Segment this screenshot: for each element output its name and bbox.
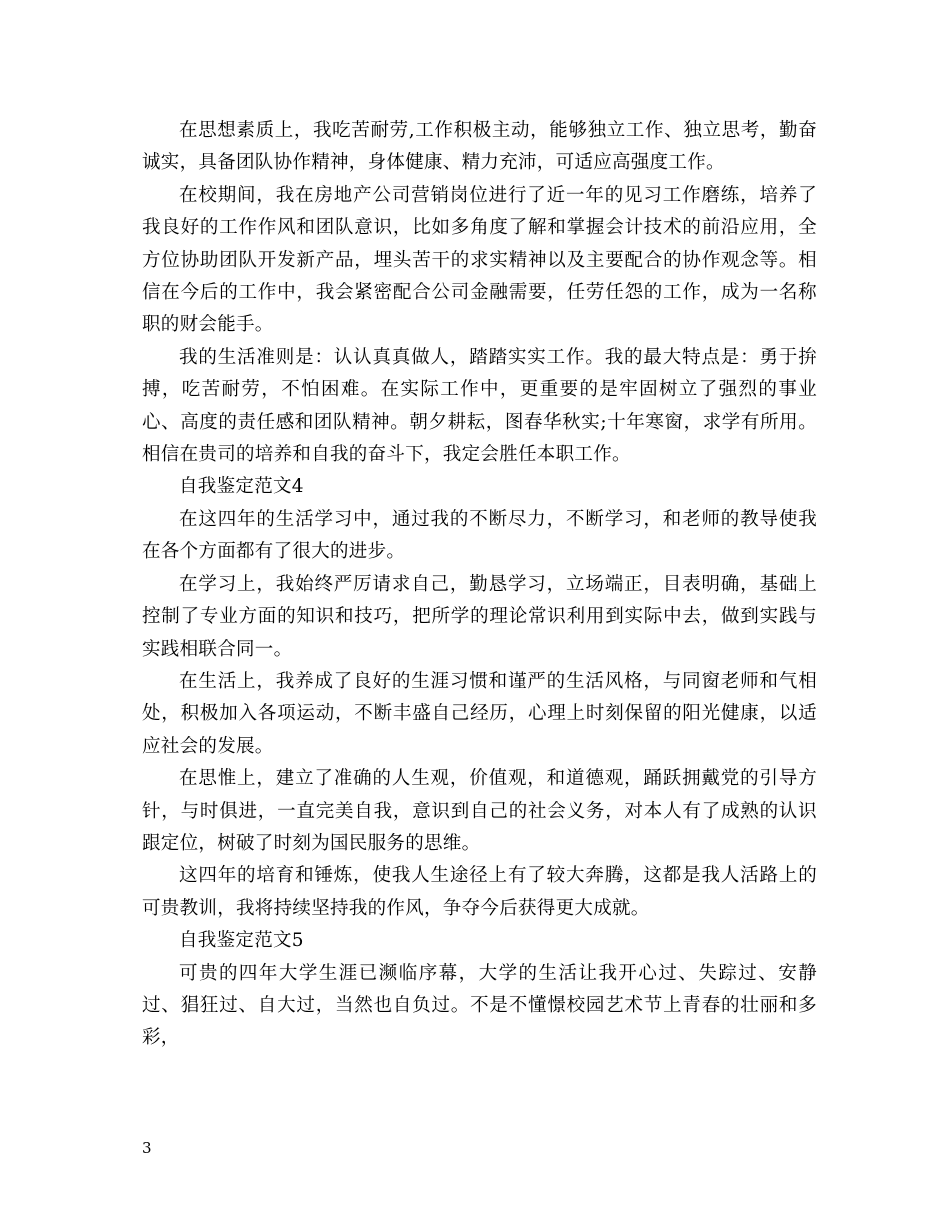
paragraph-four-years: 在这四年的生活学习中，通过我的不断尽力，不断学习，和老师的教导使我在各个方面都有了很大的进步。: [142, 508, 817, 563]
paragraph-internship: 在校期间，我在房地产公司营销岗位进行了近一年的见习工作磨练，培养了我良好的工作作风和团队意识，比如多角度了解和掌握会计技术的前沿应用，全方位协助团队开发新产品，埋头苦干的求实精神以及主要配合的协作观念等。相信在今后的工作中，我会紧密配合公司金融需要，任劳任怨的工作，成为一名称职的财会能手。: [142, 184, 817, 336]
paragraph-daily-life: 在生活上，我养成了良好的生涯习惯和谨严的生活风格，与同窗老师和气相处，积极加入各项运动，不断丰盛自己经历，心理上时刻保留的阳光健康，以适应社会的发展。: [142, 670, 817, 757]
section-heading-sample-4: 自我鉴定范文4: [179, 476, 304, 498]
paragraph-life-principle: 我的生活准则是：认认真真做人，踏踏实实工作。我的最大特点是：勇于拚搏，吃苦耐劳，不怕困难。在实际工作中，更重要的是牢固树立了强烈的事业心、高度的责任感和团队精神。朝夕耕耘，图春华秋实;十年寒窗，求学有所用。相信在贵司的培养和自我的奋斗下，我定会胜任本职工作。: [142, 346, 817, 466]
paragraph-study: 在学习上，我始终严厉请求自己，勤恳学习，立场端正，目表明确，基础上控制了专业方面的知识和技巧，把所学的理论常识利用到实际中去，做到实践与实践相联合同一。: [142, 573, 817, 660]
section-heading-sample-5: 自我鉴定范文5: [179, 930, 304, 952]
document-body: [142, 115, 817, 1055]
paragraph-university-life: 可贵的四年大学生涯已濒临序幕，大学的生活让我开心过、失踪过、安静过、猖狂过、自大过，当然也自负过。不是不懂憬校园艺术节上青春的壮丽和多彩，: [142, 962, 817, 1049]
paragraph-thinking: 在思惟上，建立了准确的人生观，价值观，和道德观，踊跃拥戴党的引导方针，与时俱进，一直完美自我，意识到自己的社会义务，对本人有了成熟的认识跟定位，树破了时刻为国民服务的思维。: [142, 768, 817, 854]
page-number: 3: [142, 1139, 152, 1157]
paragraph-ideology: 在思想素质上，我吃苦耐劳,工作积极主动，能够独立工作、独立思考，勤奋诚实，具备团队协作精神，身体健康、精力充沛，可适应高强度工作。: [142, 120, 817, 174]
paragraph-training: 这四年的培育和锤炼，使我人生途径上有了较大奔腾，这都是我人活路上的可贵教训，我将持续坚持我的作风，争夺今后获得更大成就。: [142, 865, 817, 919]
